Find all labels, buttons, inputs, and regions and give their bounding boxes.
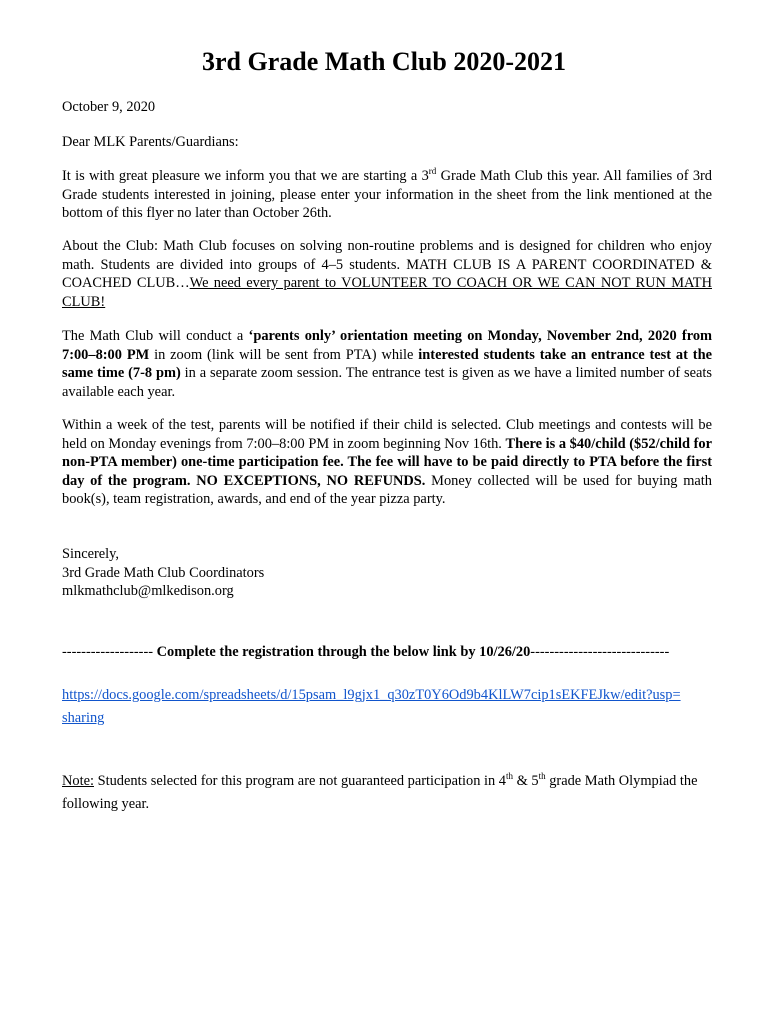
- registration-link-block: [62, 684, 712, 730]
- paragraph-about-club: [62, 237, 712, 311]
- note-superscript-4th: th: [506, 771, 514, 782]
- orientation-text-c: in a separate zoom session. The entrance test is given as we have a limited number of seats available each year.: [62, 365, 712, 400]
- note-label: Note:: [62, 773, 94, 789]
- note-superscript-5th: th: [538, 771, 546, 782]
- intro-text-a: It is with great pleasure we inform you that we are starting a 3: [62, 168, 429, 184]
- fees-text-b: Money collected will be used for buying math book(s), team registration, awards, and end of the year pizza party.: [62, 472, 712, 508]
- registration-dashes-left: -------------------: [62, 644, 154, 660]
- page-title: 3rd Grade Math Club 2020-2021: [202, 47, 566, 76]
- note-text-c: grade Math Olympiad the following year.: [62, 773, 698, 812]
- entrance-test-details: interested students take an entrance test at the same time (7-8 pm): [62, 346, 712, 382]
- paragraph-fees: [62, 416, 712, 509]
- orientation-text-b: in zoom (link will be sent from PTA) while: [149, 346, 419, 363]
- intro-text-b: Grade Math Club this year. All families of 3rd Grade students interested in joining, please enter your information in the sheet from the link mentioned at the bottom of this flyer no later than October 26th.: [62, 168, 712, 222]
- registration-link[interactable]: [62, 684, 714, 730]
- note-text-a: Students selected for this program are not guaranteed participation in 4: [93, 773, 506, 789]
- fee-details: There is a $40/child ($52/child for non-PTA member) one-time participation fee. The fee will have to be paid directly to PTA before the first day of the program. NO EXCEPTIONS, NO REFUNDS.: [62, 435, 712, 489]
- orientation-text-a: The Math Club will conduct a: [62, 328, 249, 344]
- registration-text: Complete the registration through the below link by 10/26/20: [153, 644, 531, 660]
- paragraph-orientation: [62, 327, 712, 401]
- note-text-b: & 5: [513, 773, 539, 789]
- registration-banner: [62, 643, 712, 662]
- orientation-meeting-details: ‘parents only’ orientation meeting on Monday, November 2nd, 2020 from 7:00–8:00 PM: [62, 328, 712, 363]
- contact-email: mlkmathclub@mlkedison.org: [62, 583, 234, 600]
- closing-signature: 3rd Grade Math Club Coordinators: [62, 564, 265, 581]
- registration-link-line2: sharing: [62, 710, 105, 726]
- volunteer-notice: We need every parent to VOLUNTEER TO COACH OR WE CAN NOT RUN MATH CLUB!: [62, 275, 712, 310]
- closing-sincerely: Sincerely,: [62, 546, 120, 562]
- registration-link-line1: https://docs.google.com/spreadsheets/d/15psam_l9gjx1_q30zT0Y6Od9b4KlLW7cip1sEKFEJkw/edit?usp=: [62, 687, 681, 703]
- letter-date: October 9, 2020: [62, 99, 156, 115]
- about-text: About the Club: Math Club focuses on solving non-routine problems and is designed for children who enjoy math. Students are divided into groups of 4–5 students. MATH CLUB IS A PARENT COORDINATED & COACHED CLUB…: [62, 238, 712, 292]
- salutation: Dear MLK Parents/Guardians:: [62, 134, 239, 150]
- note-paragraph: [62, 770, 712, 816]
- registration-dashes-right: -----------------------------: [530, 644, 670, 660]
- intro-superscript: rd: [428, 166, 437, 177]
- closing: [62, 545, 712, 601]
- paragraph-intro: [62, 167, 712, 223]
- fees-text-a: Within a week of the test, parents will be notified if their child is selected. Club meetings and contests will be held on Monday evenings from 7:00–8:00 PM in zoom beginning Nov 16th.: [62, 417, 712, 452]
